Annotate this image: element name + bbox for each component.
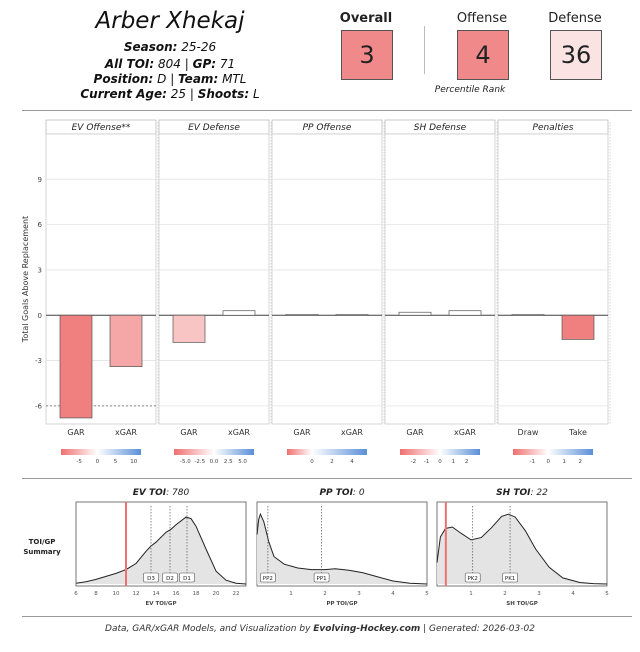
player-name: Arber Xhekaj [95,8,245,34]
color-legend-bar [400,449,480,455]
row-label: TOI/GP [28,538,56,546]
x-tick-label: xGAR [454,428,476,437]
legend-tick-label: -1 [529,459,535,465]
x-tick-label: 8 [94,591,98,597]
line-marker-label: PP2 [262,576,273,582]
gar-chart [0,112,640,472]
toi-panel [74,488,246,607]
toi-panel [437,488,609,607]
x-tick-label: 5 [605,591,609,597]
x-tick-label: 5 [425,591,429,597]
bar-gar [399,312,431,315]
toi-panel-title: EV TOI: 780 [132,488,190,498]
legend-tick-label: -2.5 [194,459,206,465]
panel-frame [498,134,608,424]
y-tick-label: 6 [37,221,42,230]
color-legend-bar [287,449,367,455]
x-tick-label: xGAR [115,428,137,437]
legend-tick-label: -5 [76,459,82,465]
legend-tick-label: 2.5 [223,459,233,465]
legend-tick-label: 1 [451,459,456,465]
bar-take [562,315,594,339]
gar-panel [46,120,158,465]
legend-tick-label: 0 [310,459,314,465]
x-axis-label: PP TOI/GP [326,601,358,607]
x-tick-label: xGAR [228,428,250,437]
line-marker-label: D1 [183,576,191,582]
x-tick-label: GAR [406,428,424,437]
footer: Data, GAR/xGAR Models, and Visualization by Evolving-Hockey.com | Generated: 2026-03-02 [105,624,535,634]
panel-title: SH Defense [413,123,467,133]
x-tick-label: Draw [517,428,539,437]
legend-tick-label: 5.0 [238,459,247,465]
legend-tick-label: 0 [438,459,442,465]
defense-label: Defense [548,11,602,26]
gar-panel [385,120,497,465]
legend-tick-label: 0.0 [209,459,219,465]
panel-title: Penalties [532,123,574,133]
line-marker-label: PP1 [316,576,327,582]
offense-label: Offense [456,11,508,26]
panel-frame [385,134,495,424]
legend-tick-label: -2 [410,459,417,465]
panel-title: EV Defense [188,123,240,133]
legend-tick-label: 10 [130,459,138,465]
x-tick-label: GAR [67,428,85,437]
toi-line: All TOI: 804 | GP: 71 [104,57,236,71]
x-tick-label: 4 [571,591,575,597]
line-marker-label: PK1 [504,576,516,582]
x-axis-label: SH TOI/GP [506,601,538,607]
x-tick-label: 12 [132,591,140,597]
divider [424,26,425,74]
toi-panel [257,488,429,607]
line-marker-label: D3 [147,576,155,582]
bar-xgar [336,314,368,315]
panel-frame [159,134,269,424]
x-tick-label: 16 [172,591,180,597]
x-tick-label: 4 [391,591,395,597]
x-tick-label: GAR [180,428,198,437]
line-marker-label: D2 [166,576,174,582]
x-tick-label: 3 [537,591,541,597]
y-tick-label: -3 [35,357,42,366]
legend-tick-label: 4 [350,459,354,465]
x-axis-label: EV TOI/GP [145,601,177,607]
position-line: Position: D | Team: MTL [93,72,247,86]
gar-panel [272,120,384,465]
x-tick-label: 3 [357,591,361,597]
bar-xgar [110,315,142,366]
x-tick-label: 20 [212,591,220,597]
color-legend-bar [513,449,593,455]
x-tick-label: 2 [323,591,327,597]
legend-tick-label: 5 [113,459,118,465]
bar-gar [286,314,318,315]
row-label: Summary [23,548,61,556]
bar-xgar [449,311,481,316]
toi-panel-title: SH TOI: 22 [496,488,548,498]
bar-gar [60,315,92,418]
panel-title: PP Offense [302,123,352,133]
x-tick-label: 10 [112,591,120,597]
x-tick-label: Take [569,428,587,437]
color-legend-bar [174,449,254,455]
separator-bottom [22,616,632,617]
separator-mid [22,478,632,479]
x-tick-label: 22 [232,591,240,597]
legend-tick-label: -1 [423,459,430,465]
x-tick-label: 6 [74,591,78,597]
color-legend-bar [61,449,141,455]
legend-tick-label: 2 [330,459,334,465]
age-line: Current Age: 25 | Shoots: L [80,87,260,101]
x-tick-label: 2 [503,591,507,597]
toi-chart [0,480,640,616]
bar-gar [173,315,205,342]
x-tick-label: 1 [469,591,473,597]
bar-draw [512,314,544,315]
bar-xgar [223,311,255,316]
overall-percentile: 3 [341,30,393,80]
x-tick-label: xGAR [341,428,363,437]
y-tick-label: -6 [35,402,42,411]
defense-percentile: 36 [550,30,602,80]
gar-panel [498,120,610,465]
legend-tick-label: 1 [562,459,566,465]
x-tick-label: 1 [289,591,293,597]
panel-title: EV Offense** [71,123,131,133]
legend-tick-label: 2 [464,459,469,465]
y-axis-label: Total Goals Above Replacement [21,215,30,343]
percentile-caption: Percentile Rank [434,85,506,95]
season-line: Season: 25-26 [123,40,217,54]
footer-brand: Evolving-Hockey.com [313,624,421,634]
legend-tick-label: -5.0 [180,459,191,465]
overall-label: Overall [339,11,393,26]
x-tick-label: 14 [152,591,160,597]
toi-panel-title: PP TOI: 0 [319,488,365,498]
offense-percentile: 4 [457,30,509,80]
line-marker-label: PK2 [467,576,478,582]
y-tick-label: 3 [37,266,42,275]
legend-tick-label: 0 [95,459,100,465]
gar-panel [159,120,271,465]
panel-frame [272,134,382,424]
y-tick-label: 0 [37,311,42,320]
legend-tick-label: 0 [546,459,550,465]
y-tick-label: 9 [37,175,42,184]
x-tick-label: 18 [192,591,200,597]
legend-tick-label: 2 [578,459,582,465]
x-tick-label: GAR [293,428,311,437]
separator-top [22,110,632,111]
